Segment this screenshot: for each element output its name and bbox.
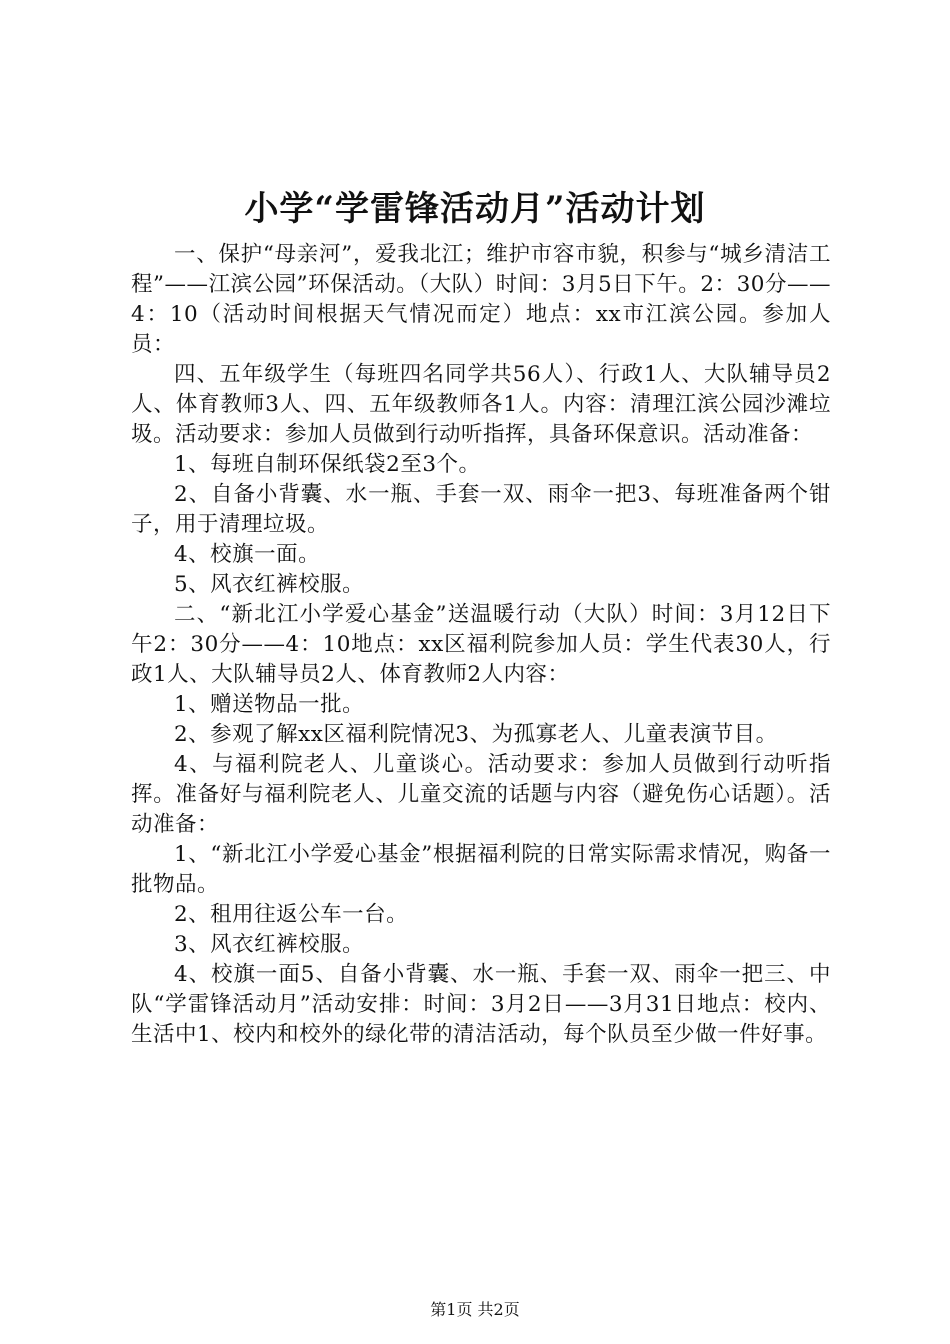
paragraph: 4、校旗一面5、自备小背囊、水一瓶、手套一双、雨伞一把三、中队“学雷锋活动月”活动安排：时间：3月2日——3月31日地点：校内、生活中1、校内和校外的绿化带的清洁活动，每个队员至少做一件好事。: [131, 962, 831, 1047]
paragraph: 1、赠送物品一批。: [174, 692, 365, 717]
paragraph: 1、每班自制环保纸袋2至3个。: [174, 452, 481, 477]
paragraph: 4、校旗一面。: [174, 542, 321, 567]
paragraph: 1、“新北江小学爱心基金”根据福利院的日常实际需求情况，购备一批物品。: [131, 842, 831, 897]
document-body: [131, 240, 831, 1050]
paragraph: 5、风衣红裤校服。: [174, 572, 365, 597]
paragraph: 2、参观了解xx区福利院情况3、为孤寡老人、儿童表演节目。: [174, 722, 778, 747]
paragraph: 四、五年级学生（每班四名同学共56人）、行政1人、大队辅导员2人、体育教师3人、四、五年级教师各1人。内容：清理江滨公园沙滩垃圾。活动要求：参加人员做到行动听指挥，具备环保意识。活动准备：: [131, 362, 831, 447]
paragraph: 二、“新北江小学爱心基金”送温暖行动（大队）时间：3月12日下午2：30分——4：10地点：xx区福利院参加人员：学生代表30人，行政1人、大队辅导员2人、体育教师2人内容：: [131, 602, 831, 687]
paragraph: 2、租用往返公车一台。: [174, 902, 409, 927]
paragraph: 一、保护“母亲河”，爱我北江；维护市容市貌，积参与“城乡清洁工程”——江滨公园”环保活动。（大队）时间：3月5日下午。2：30分——4：10（活动时间根据天气情况而定）地点：xx市江滨公园。参加人员：: [131, 242, 831, 357]
document-title: 小学“学雷锋活动月”活动计划: [244, 189, 706, 229]
page-number-footer: 第1页 共2页: [430, 1300, 520, 1319]
paragraph: 2、自备小背囊、水一瓶、手套一双、雨伞一把3、每班准备两个钳子，用于清理垃圾。: [131, 482, 831, 537]
paragraph: 3、风衣红裤校服。: [174, 932, 365, 957]
paragraph: 4、与福利院老人、儿童谈心。活动要求：参加人员做到行动听指挥。准备好与福利院老人、儿童交流的话题与内容（避免伤心话题）。活动准备：: [131, 752, 831, 837]
